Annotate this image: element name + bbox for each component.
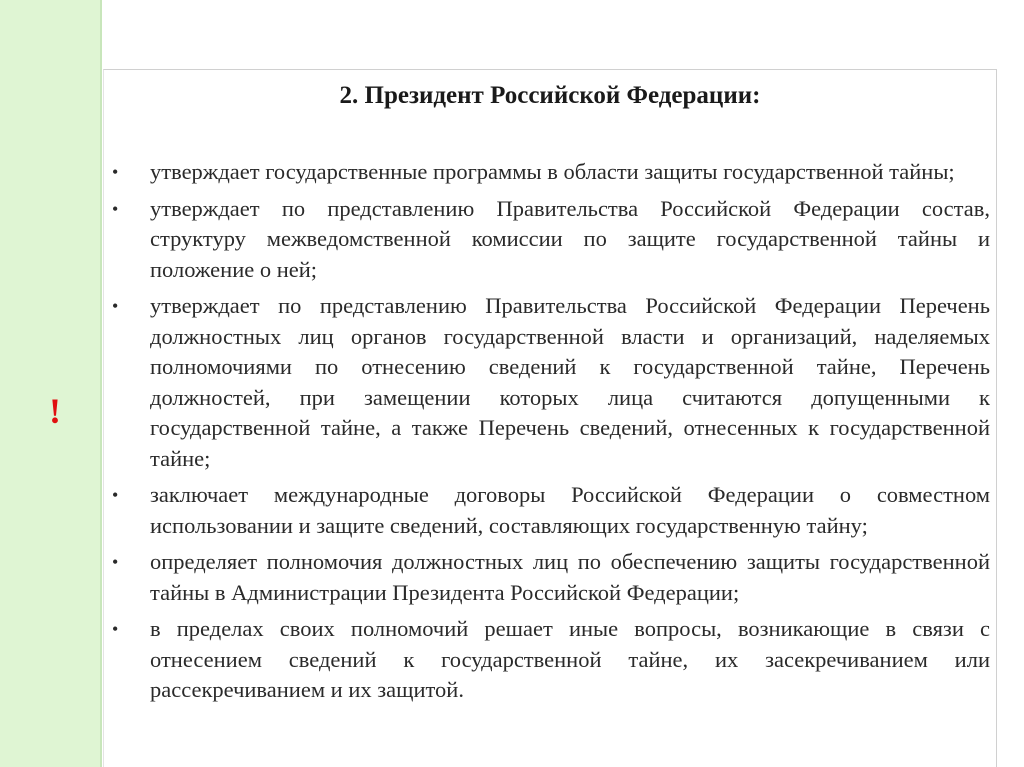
list-item-text: утверждает по представлению Правительства Российской Федерации состав, структуру межведомственной комиссии по защите государственной тайны и положение о ней; — [150, 195, 990, 282]
bullet-icon: • — [112, 296, 119, 316]
list-item — [112, 480, 990, 541]
slide-title: 2. Президент Российской Федерации: — [339, 82, 761, 109]
list-item — [112, 291, 990, 474]
list-item-text: определяет полномочия должностных лиц по обеспечению защиты государственной тайны в Администрации Президента Российской Федерации; — [150, 549, 990, 605]
bullet-icon: • — [112, 619, 119, 639]
list-item — [112, 194, 990, 286]
list-item-text: заключает международные договоры Российской Федерации о совместном использовании и защите сведений, составляющих государственную тайну; — [150, 482, 990, 538]
list-item — [112, 157, 990, 188]
exclamation-marker: ! — [49, 391, 61, 431]
side-band — [0, 0, 102, 767]
list-item — [112, 614, 990, 706]
bullet-icon: • — [112, 552, 119, 572]
bullet-icon: • — [112, 198, 119, 219]
list-item-text: в пределах своих полномочий решает иные вопросы, возникающие в связи с отнесением сведений к государственной тайне, их засекречиванием или рассекречиванием и их защитой. — [150, 616, 990, 702]
powers-list — [112, 157, 990, 712]
list-item-text: утверждает государственные программы в области защиты государственной тайны; — [150, 159, 955, 184]
bullet-icon: • — [112, 162, 119, 182]
list-item-text: утверждает по представлению Правительства Российской Федерации Перечень должностных лиц органов государственной власти и организаций, наделяемых полномочиями по отнесению сведений к государственной тайне, Перечень должностей, при замещении которых лица считаются допущенными к государственной тайне, а также Перечень сведений, отнесенных к государственной тайне; — [150, 293, 990, 471]
list-item — [112, 547, 990, 608]
bullet-icon: • — [112, 485, 119, 505]
